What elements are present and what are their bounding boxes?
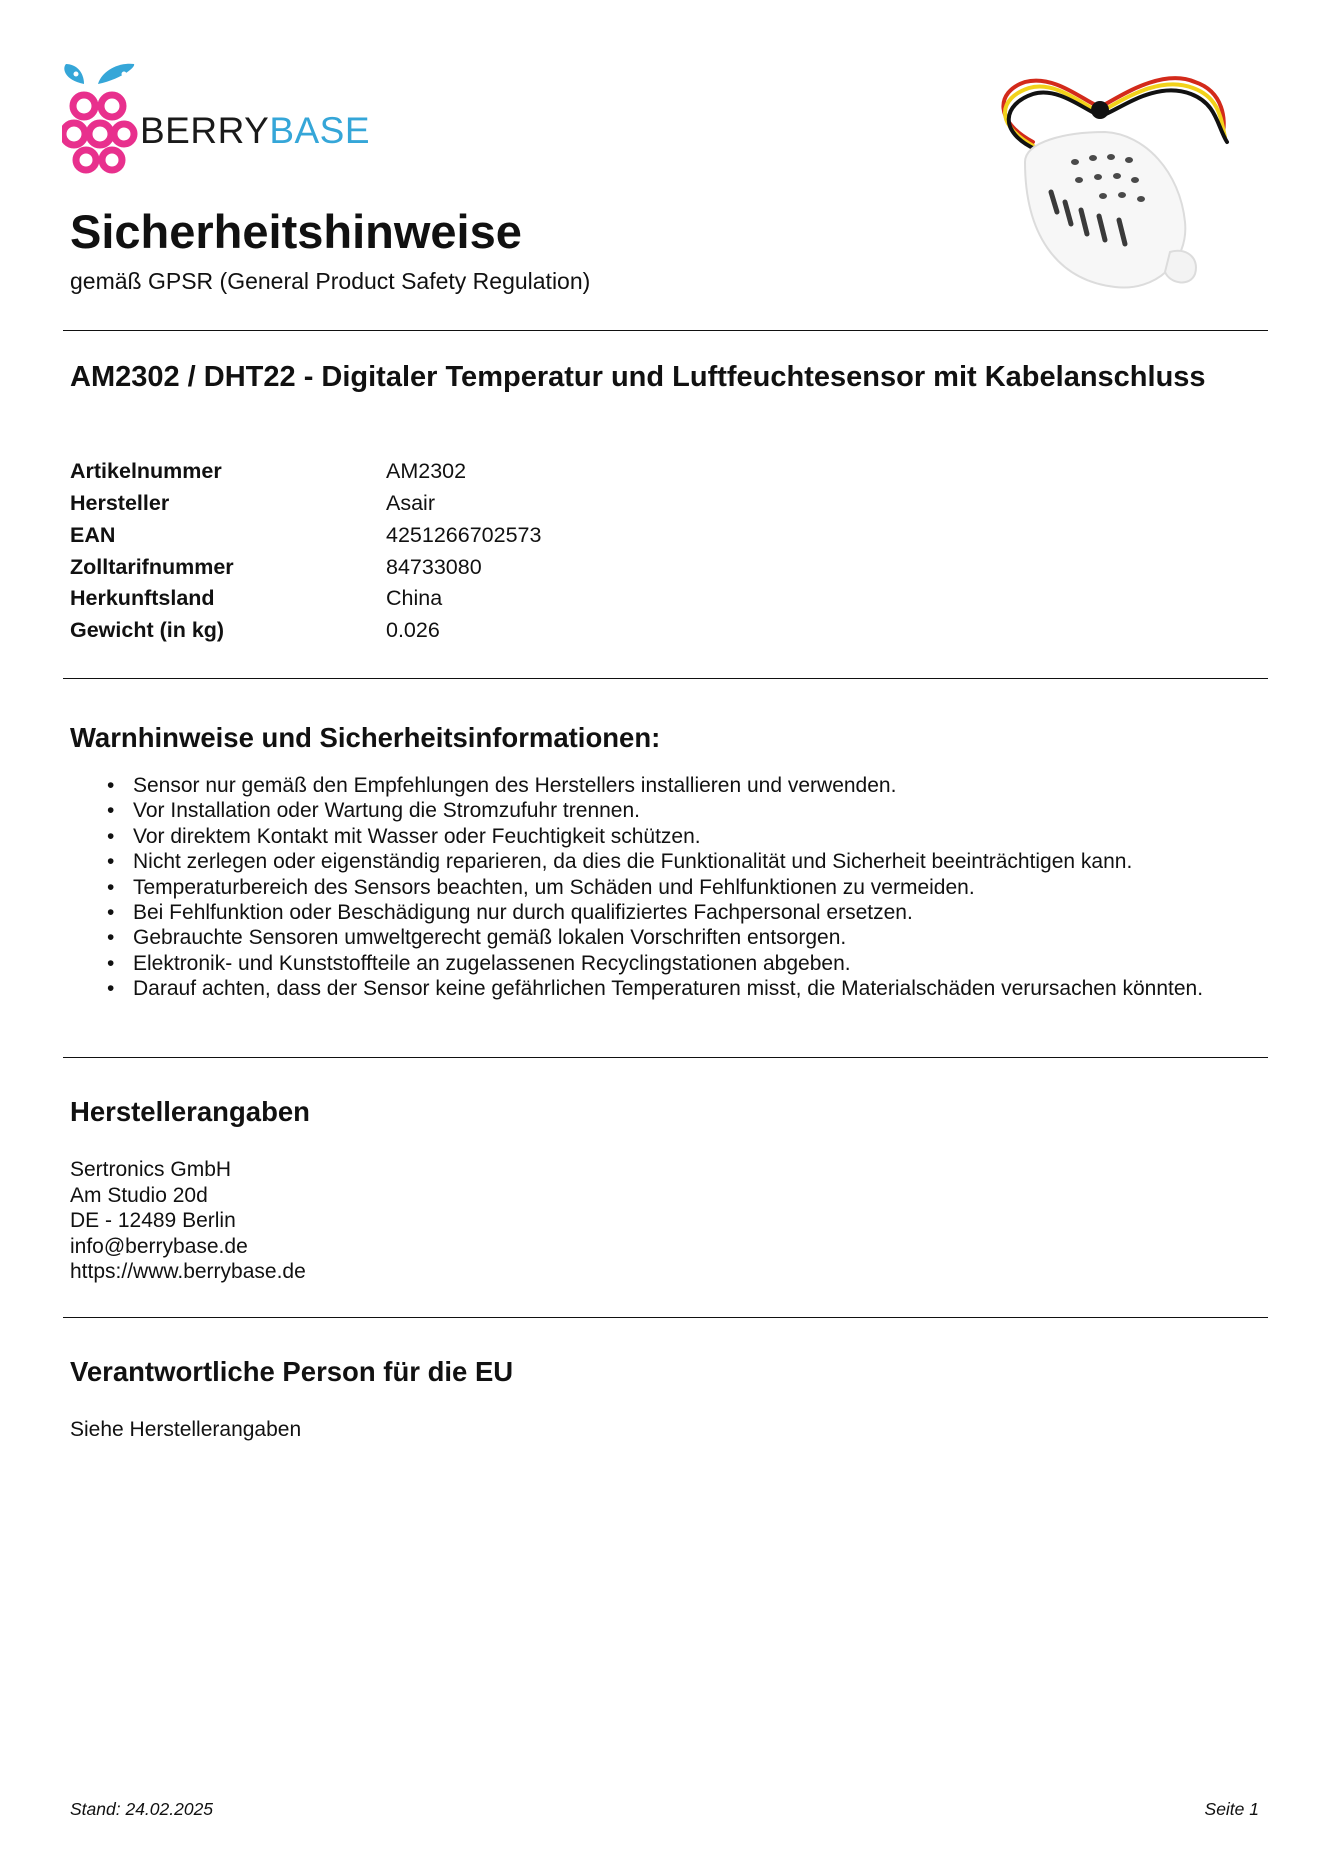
page-subtitle: gemäß GPSR (General Product Safety Regulation) xyxy=(70,268,591,294)
list-item: • Darauf achten, dass der Sensor keine gefährlichen Temperaturen misst, die Materialschäden verursachen könnten. xyxy=(107,976,1247,1001)
product-name: AM2302 / DHT22 - Digitaler Temperatur und Luftfeuchtesensor mit Kabelanschluss xyxy=(70,361,1206,393)
manufacturer-heading: Herstellerangaben xyxy=(70,1096,310,1127)
spec-value: 84733080 xyxy=(386,555,482,579)
warnings-heading: Warnhinweise und Sicherheitsinformationen: xyxy=(70,722,661,753)
spec-row-artikelnummer xyxy=(70,455,466,487)
spec-row-herkunftsland xyxy=(70,582,442,614)
spec-row-zolltarifnummer xyxy=(70,551,482,583)
footer-date: Stand: 24.02.2025 xyxy=(70,1799,214,1819)
list-item: • Vor Installation oder Wartung die Stromzufuhr trennen. xyxy=(107,798,1247,823)
list-item: • Gebrauchte Sensoren umweltgerecht gemäß lokalen Vorschriften entsorgen. xyxy=(107,925,1247,950)
spec-row-ean xyxy=(70,519,541,551)
spec-row-hersteller xyxy=(70,487,435,519)
divider xyxy=(63,678,1268,679)
list-item: • Nicht zerlegen oder eigenständig reparieren, da dies die Funktionalität und Sicherheit beeinträchtigen kann. xyxy=(107,849,1247,874)
spec-label: Hersteller xyxy=(70,491,170,515)
logo-word-berry: BERRY xyxy=(140,110,270,151)
warnings-list xyxy=(107,773,1247,1002)
divider xyxy=(63,1057,1268,1058)
list-item: • Bei Fehlfunktion oder Beschädigung nur durch qualifiziertes Fachpersonal ersetzen. xyxy=(107,900,1247,925)
spec-value: 0.026 xyxy=(386,618,440,642)
footer-page-number: Seite 1 xyxy=(1204,1799,1259,1819)
list-item: • Sensor nur gemäß den Empfehlungen des Herstellers installieren und verwenden. xyxy=(107,773,1247,798)
manufacturer-email: info@berrybase.de xyxy=(70,1235,248,1258)
spec-row-gewicht xyxy=(70,614,440,646)
spec-label: Herkunftsland xyxy=(70,586,215,610)
spec-value: 4251266702573 xyxy=(386,523,542,547)
manufacturer-street: Am Studio 20d xyxy=(70,1184,208,1207)
spec-value: AM2302 xyxy=(386,459,467,483)
berry-icon xyxy=(63,95,134,170)
logo-word-base: BASE xyxy=(269,110,371,151)
eu-responsible-text: Siehe Herstellerangaben xyxy=(70,1418,302,1441)
page-title: Sicherheitshinweise xyxy=(70,205,522,258)
divider xyxy=(63,330,1268,331)
spec-value: Asair xyxy=(386,491,435,515)
divider xyxy=(63,1317,1268,1318)
spec-label: EAN xyxy=(70,523,116,547)
eu-responsible-heading: Verantwortliche Person für die EU xyxy=(70,1356,514,1387)
product-image xyxy=(985,62,1235,312)
list-item: • Temperaturbereich des Sensors beachten, um Schäden und Fehlfunktionen zu vermeiden. xyxy=(107,875,1247,900)
list-item: • Elektronik- und Kunststoffteile an zugelassenen Recyclingstationen abgeben. xyxy=(107,951,1247,976)
manufacturer-name: Sertronics GmbH xyxy=(70,1158,232,1181)
logo-wordmark xyxy=(140,112,370,149)
manufacturer-city: DE - 12489 Berlin xyxy=(70,1209,236,1232)
spec-label: Gewicht (in kg) xyxy=(70,618,225,642)
list-item: • Vor direktem Kontakt mit Wasser oder Feuchtigkeit schützen. xyxy=(107,824,1247,849)
spec-label: Zolltarifnummer xyxy=(70,555,234,579)
manufacturer-website: https://www.berrybase.de xyxy=(70,1260,306,1283)
spec-value: China xyxy=(386,586,443,610)
spec-label: Artikelnummer xyxy=(70,459,222,483)
